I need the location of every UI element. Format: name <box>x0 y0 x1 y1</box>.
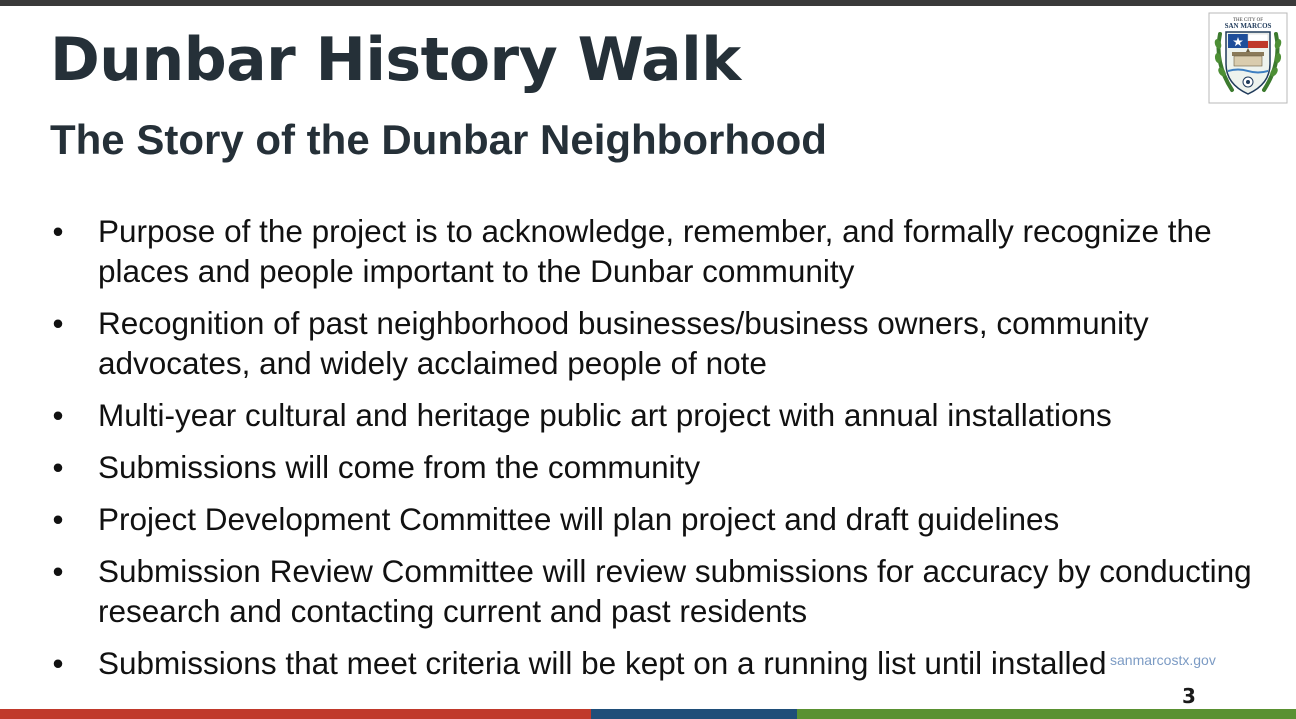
footer-bar-green <box>797 709 1296 719</box>
bullet-item <box>48 551 1263 631</box>
footer-bar-blue <box>591 709 797 719</box>
bullet-text: Submissions will come from the community <box>98 449 701 485</box>
seal-arc-main-text: SAN MARCOS <box>1224 22 1272 30</box>
bullet-item <box>48 499 1263 539</box>
bullet-item <box>48 303 1263 383</box>
bullet-text: Multi-year cultural and heritage public art project with annual installations <box>98 397 1112 433</box>
website-url: sanmarcostx.gov <box>1110 652 1216 668</box>
seal-arc-top-text: THE CITY OF <box>1232 18 1264 23</box>
bullet-marker: • <box>52 449 64 485</box>
bullet-item <box>48 395 1263 435</box>
slide <box>0 6 1296 719</box>
bullet-item <box>48 211 1263 291</box>
footer-bar-red <box>0 709 591 719</box>
bullet-text: Submissions that meet criteria will be kept on a running list until installed <box>98 645 1107 681</box>
slide-title: Dunbar History Walk <box>50 25 741 95</box>
bullet-marker: • <box>52 553 64 589</box>
bullet-marker: • <box>52 305 64 341</box>
bullet-marker: • <box>52 213 64 249</box>
footer-color-bar <box>0 709 1296 719</box>
bullet-list <box>48 211 1263 695</box>
bullet-marker: • <box>52 645 64 681</box>
bullet-text: Submission Review Committee will review submissions for accuracy by conducting research and contacting current and past residents <box>98 553 1252 629</box>
bullet-item <box>48 643 1263 683</box>
bullet-text: Purpose of the project is to acknowledge, remember, and formally recognize the places and people important to the Dunbar community <box>98 213 1212 289</box>
bullet-marker: • <box>52 501 64 537</box>
bullet-item <box>48 447 1263 487</box>
slide-subtitle: The Story of the Dunbar Neighborhood <box>50 116 827 163</box>
city-seal-logo <box>1208 12 1288 104</box>
bullet-text: Project Development Committee will plan project and draft guidelines <box>98 501 1060 537</box>
page-number: 3 <box>1182 684 1196 708</box>
bullet-text: Recognition of past neighborhood businesses/business owners, community advocates, and widely acclaimed people of note <box>98 305 1149 381</box>
bullet-marker: • <box>52 397 64 433</box>
